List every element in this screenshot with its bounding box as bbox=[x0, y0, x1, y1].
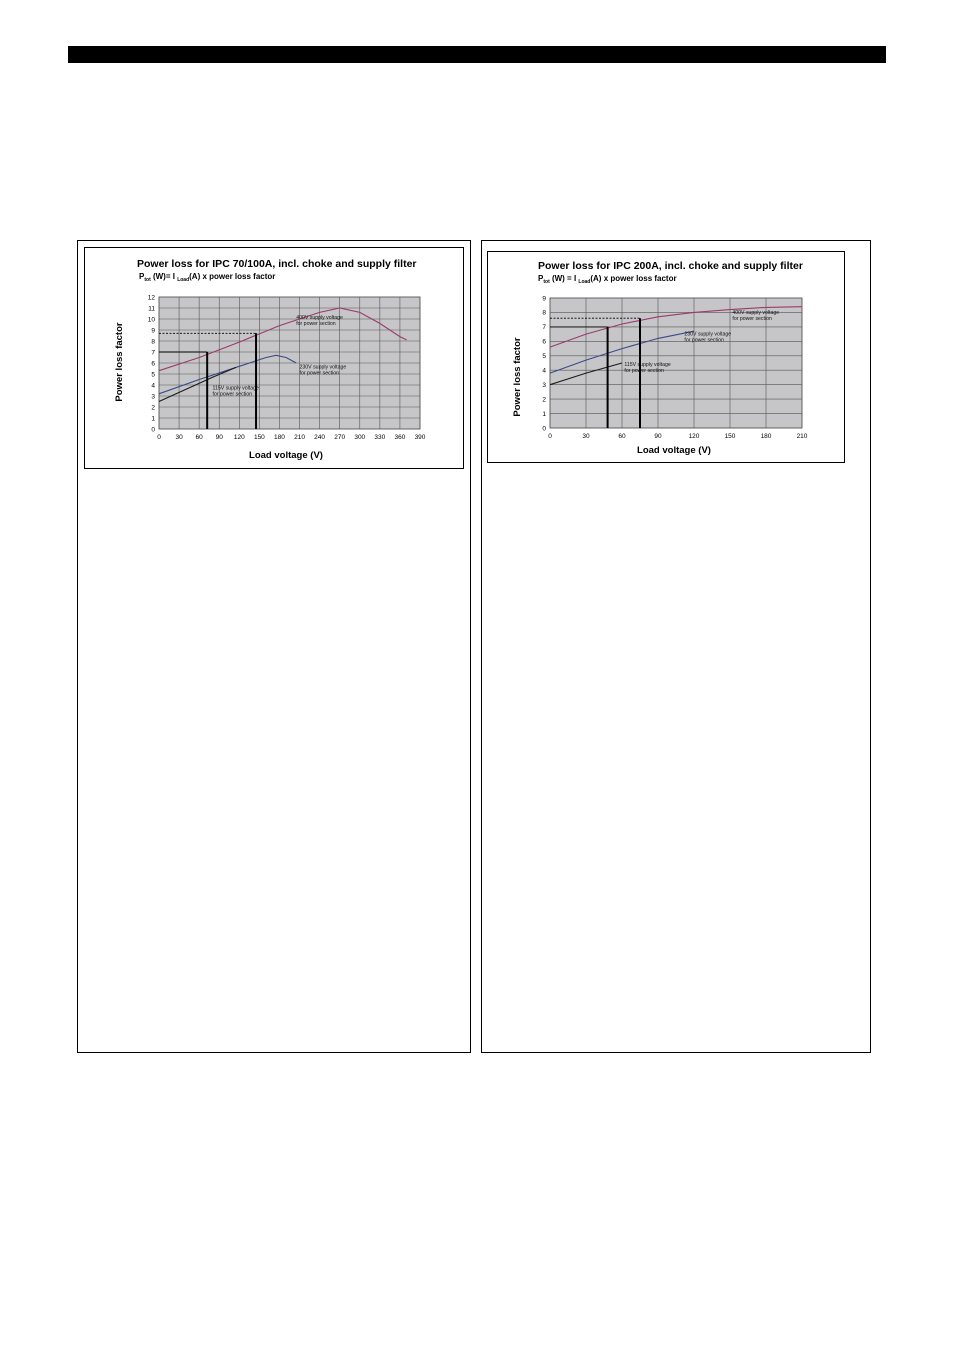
chart-title: Power loss for IPC 200A, incl. choke and supply filter bbox=[538, 260, 803, 272]
x-tick-label: 0 bbox=[157, 434, 161, 441]
y-tick-label: 3 bbox=[151, 393, 155, 401]
series-label-line: 115V supply voltage bbox=[212, 385, 259, 392]
x-tick-label: 60 bbox=[618, 433, 626, 440]
x-tick-label: 30 bbox=[175, 434, 183, 441]
x-tick-label: 210 bbox=[294, 434, 305, 441]
header-bar bbox=[68, 46, 886, 63]
chart-title: Power loss for IPC 70/100A, incl. choke and supply filter bbox=[137, 258, 417, 270]
series-label-line: 400V supply voltage bbox=[732, 309, 780, 316]
x-tick-label: 330 bbox=[374, 434, 386, 441]
x-axis-label: Load voltage (V) bbox=[249, 450, 323, 461]
y-tick-label: 3 bbox=[542, 381, 546, 389]
series-label-line: for power section bbox=[296, 321, 336, 327]
x-tick-label: 30 bbox=[582, 433, 590, 440]
series-label-line: for power section bbox=[212, 391, 253, 398]
x-tick-label: 210 bbox=[796, 433, 808, 440]
y-tick-label: 9 bbox=[151, 327, 155, 335]
y-tick-label: 5 bbox=[151, 371, 155, 379]
y-tick-label: 0 bbox=[151, 426, 155, 434]
right-plot-area bbox=[542, 295, 807, 440]
chart-formula: $P_{tot}$ (W)= I $_{Load}$(A) x power loss factor bbox=[139, 272, 276, 283]
x-tick-label: 270 bbox=[334, 434, 346, 441]
y-tick-label: 6 bbox=[542, 338, 546, 346]
y-tick-label: 2 bbox=[542, 396, 546, 404]
series-label bbox=[624, 362, 670, 374]
y-tick-label: 1 bbox=[151, 415, 155, 423]
right-chart bbox=[487, 251, 845, 463]
y-tick-label: 4 bbox=[542, 367, 546, 375]
x-tick-label: 90 bbox=[215, 434, 223, 441]
y-tick-label: 12 bbox=[147, 294, 155, 302]
series-label-line: for power section bbox=[624, 367, 664, 374]
x-tick-label: 120 bbox=[688, 433, 700, 440]
y-tick-label: 1 bbox=[542, 410, 546, 418]
x-tick-label: 240 bbox=[314, 434, 326, 441]
y-tick-label: 0 bbox=[542, 425, 546, 433]
series-label-line: 400V supply voltage bbox=[296, 315, 343, 321]
series-label-line: for power section bbox=[732, 315, 772, 322]
y-tick-label: 2 bbox=[151, 404, 155, 412]
y-tick-label: 10 bbox=[147, 316, 155, 324]
left-chart bbox=[84, 247, 464, 469]
series-label-line: 230V supply voltage bbox=[684, 331, 732, 338]
y-tick-label: 8 bbox=[151, 338, 155, 346]
series-label-line: 115V supply voltage bbox=[624, 361, 671, 368]
x-tick-label: 60 bbox=[195, 434, 203, 441]
x-tick-label: 390 bbox=[414, 434, 426, 441]
left-plot-area bbox=[148, 294, 426, 441]
x-tick-label: 120 bbox=[233, 434, 245, 441]
series-label-line: for power section bbox=[299, 370, 340, 377]
y-tick-label: 6 bbox=[151, 360, 155, 368]
x-tick-label: 150 bbox=[724, 433, 736, 440]
y-tick-label: 9 bbox=[542, 295, 546, 303]
x-tick-label: 0 bbox=[548, 433, 552, 440]
x-tick-label: 300 bbox=[354, 434, 366, 441]
x-tick-label: 90 bbox=[654, 433, 662, 440]
y-tick-label: 4 bbox=[151, 382, 155, 390]
chart-formula: $P_{tot}$ (W) = I $_{Load}$(A) x power loss factor bbox=[538, 274, 677, 285]
y-tick-label: 5 bbox=[542, 353, 546, 361]
x-tick-label: 150 bbox=[253, 434, 265, 441]
y-tick-label: 11 bbox=[148, 305, 155, 313]
series-label-line: 230V supply voltage bbox=[299, 364, 347, 371]
x-tick-label: 180 bbox=[274, 434, 285, 441]
x-tick-label: 180 bbox=[760, 433, 772, 440]
y-axis-label: Power loss factor bbox=[512, 337, 523, 417]
series-label-line: for power section bbox=[684, 337, 724, 344]
series-label bbox=[213, 385, 259, 397]
y-tick-label: 8 bbox=[542, 309, 546, 317]
y-tick-label: 7 bbox=[151, 349, 155, 357]
y-axis-label: Power loss factor bbox=[114, 322, 125, 402]
x-tick-label: 360 bbox=[394, 434, 406, 441]
y-tick-label: 7 bbox=[542, 324, 546, 332]
x-axis-label: Load voltage (V) bbox=[637, 445, 711, 456]
